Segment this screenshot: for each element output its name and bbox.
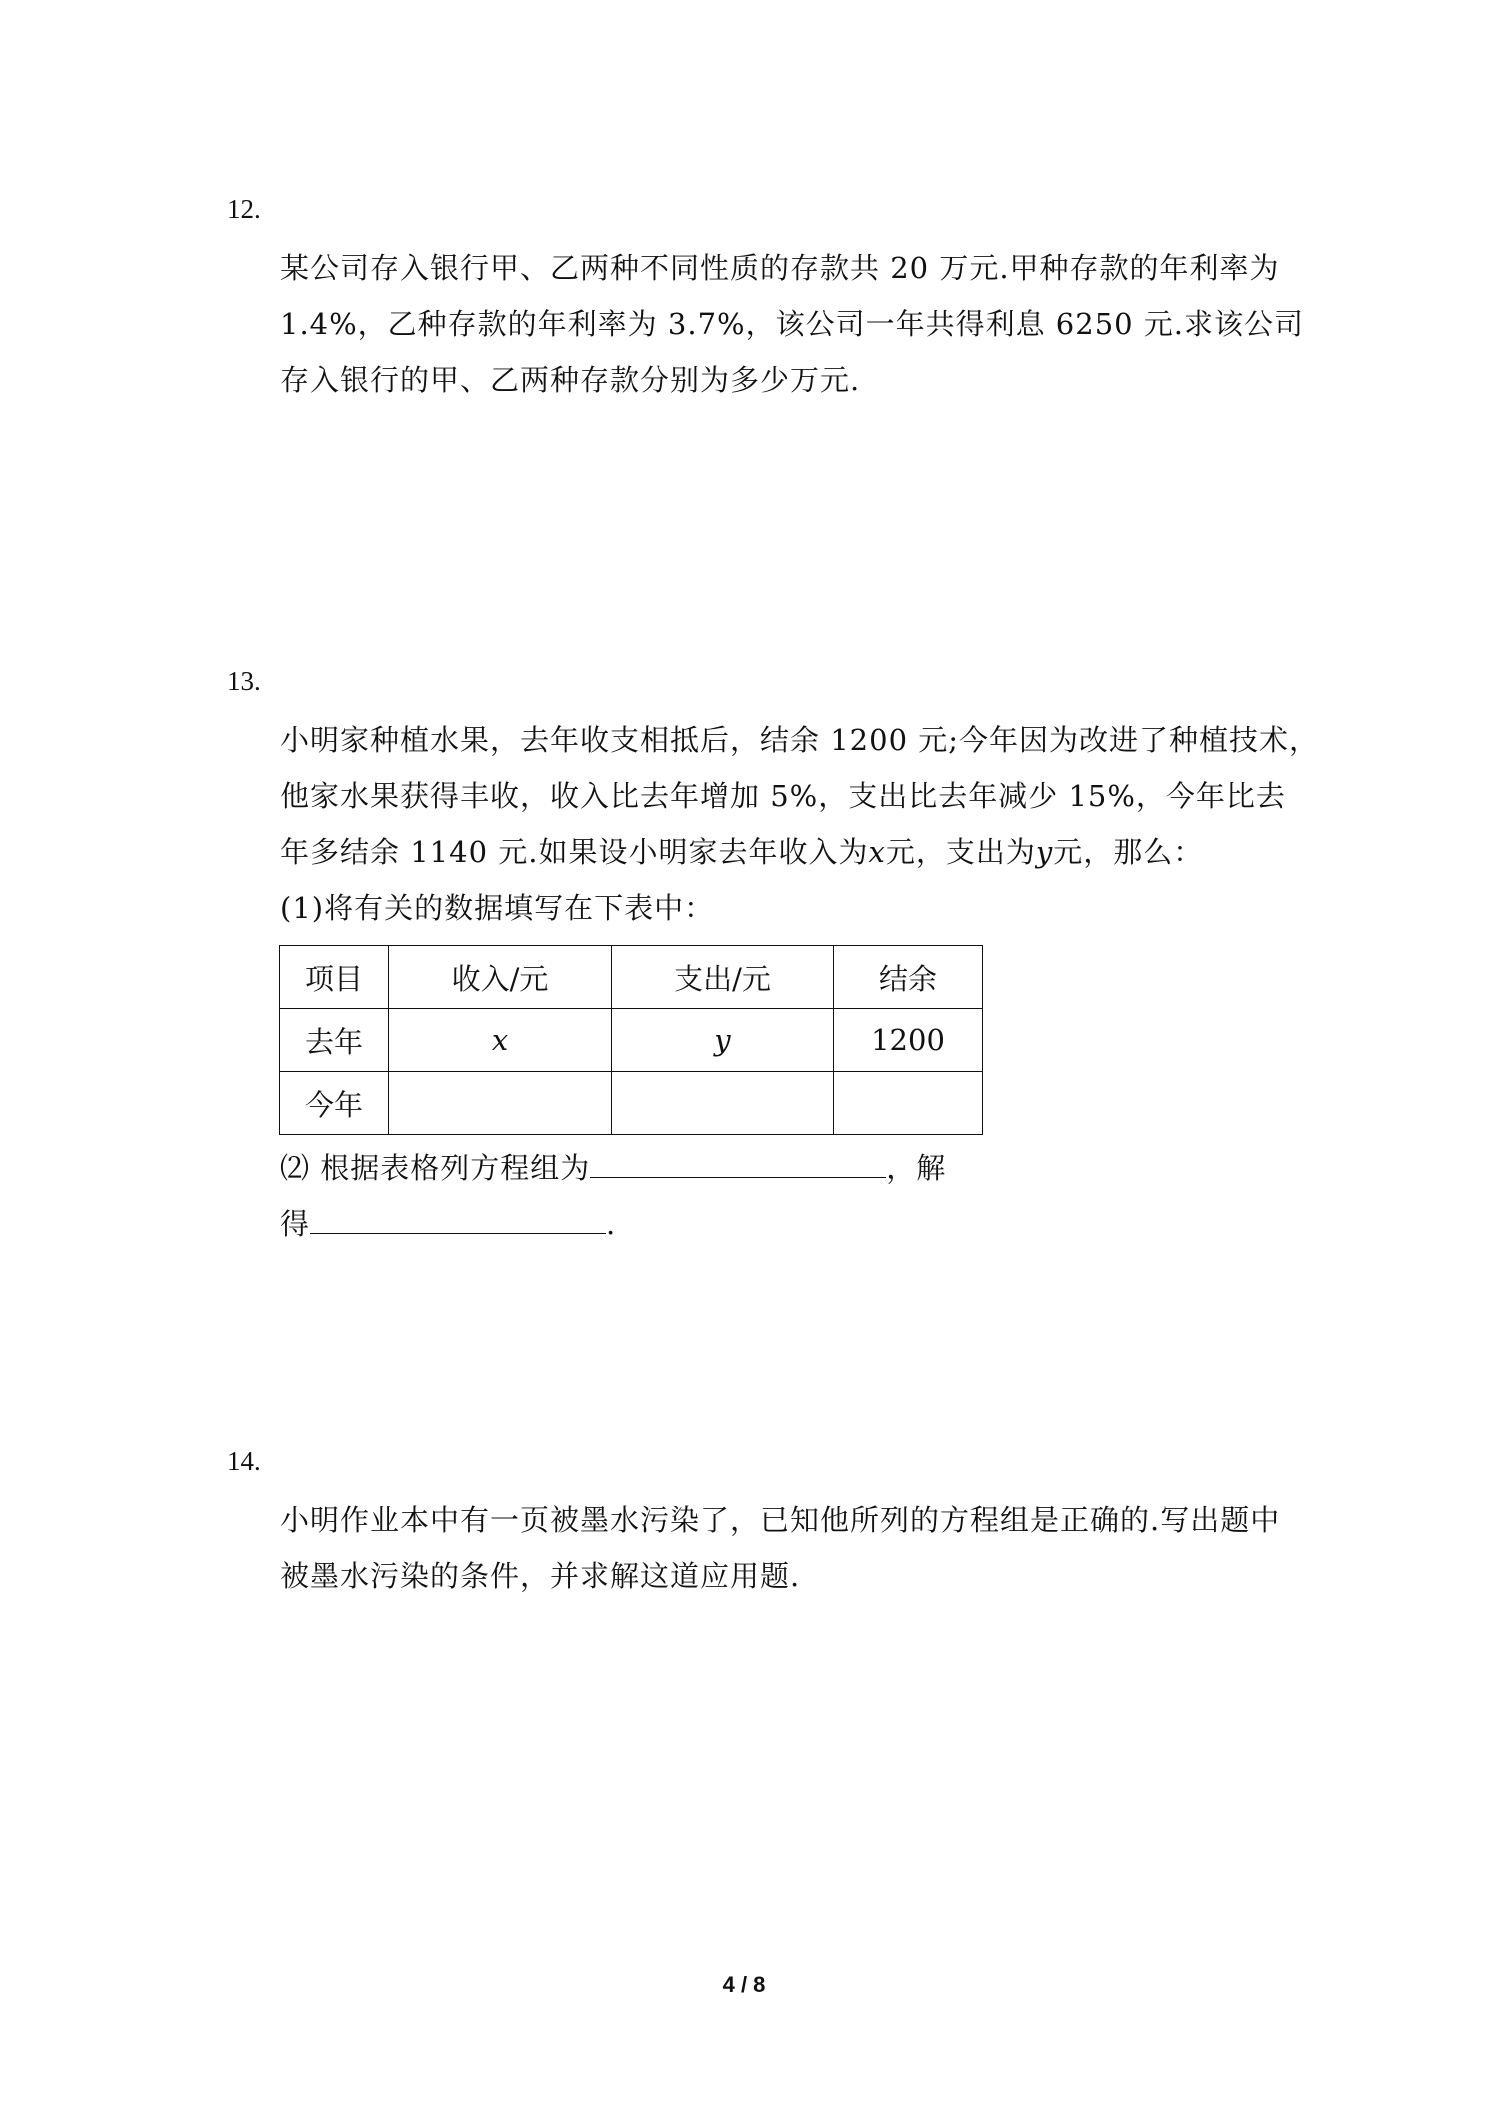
table-row [280, 1072, 983, 1135]
answer-blank-solution[interactable] [310, 1203, 606, 1234]
question-12-number: 12. [227, 194, 261, 224]
table-cell-blank[interactable] [612, 1072, 834, 1135]
variable-y: y [1035, 835, 1054, 869]
table-cell-blank[interactable] [834, 1072, 983, 1135]
question-14-number: 14. [227, 1446, 261, 1476]
table-cell: 今年 [280, 1072, 389, 1135]
table-header-cell: 支出/元 [612, 946, 834, 1009]
question-14-line-2: 被墨水污染的条件，并求解这道应用题. [280, 1559, 801, 1593]
question-13-number: 13. [227, 666, 261, 696]
subpart-2-line-2 [280, 1196, 1270, 1252]
question-13-text [280, 712, 1320, 880]
table-row [280, 1009, 983, 1072]
question-12-line-1: 某公司存入银行甲、乙两种不同性质的存款共 20 万元.甲种存款的年利率为 [280, 251, 1280, 285]
question-13-line-3-text-c: 元，那么： [1053, 835, 1204, 869]
question-13-line-3-text-a: 年多结余 1140 元.如果设小明家去年收入为 [280, 835, 869, 869]
variable-x: x [868, 835, 886, 869]
table-header-row [280, 946, 983, 1009]
question-12-line-3: 存入银行的甲、乙两种存款分别为多少万元. [280, 363, 861, 397]
question-13-subpart-2 [280, 1140, 1270, 1252]
table-cell-blank[interactable] [389, 1072, 612, 1135]
question-13-line-3 [280, 824, 1270, 880]
question-13-subpart-1: (1)将有关的数据填写在下表中： [280, 891, 715, 925]
question-14-line-1: 小明作业本中有一页被墨水污染了，已知他所列的方程组是正确的.写出题中 [280, 1503, 1281, 1537]
question-14-text [280, 1492, 1281, 1604]
page-number: 4 / 8 [722, 1972, 766, 1997]
data-table [279, 945, 983, 1135]
question-13-line-2: 他家水果获得丰收，收入比去年增加 5%，支出比去年减少 15%，今年比去 [280, 779, 1286, 813]
table-header-cell: 收入/元 [389, 946, 612, 1009]
question-13-line-3-text-b: 元，支出为 [885, 835, 1036, 869]
table-header-cell: 结余 [834, 946, 983, 1009]
question-12-line-2: 1.4%，乙种存款的年利率为 3.7%，该公司一年共得利息 6250 元.求该公司 [280, 307, 1305, 341]
subpart-2-text-d: . [606, 1207, 617, 1241]
subpart-2-text-a: ⑵ 根据表格列方程组为 [280, 1151, 591, 1185]
answer-blank-equations[interactable] [590, 1147, 886, 1178]
table-header-cell: 项目 [280, 946, 389, 1009]
table-cell: y [612, 1009, 834, 1072]
table-cell: 1200 [834, 1009, 983, 1072]
subpart-2-text-c: 得 [280, 1207, 311, 1241]
subpart-2-text-b: ，解 [886, 1151, 947, 1185]
subpart-2-line-1 [280, 1140, 1270, 1196]
question-13-line-1: 小明家种植水果，去年收支相抵后，结余 1200 元;今年因为改进了种植技术， [280, 723, 1320, 757]
table-cell: x [389, 1009, 612, 1072]
question-12-text [280, 240, 1305, 408]
table-cell: 去年 [280, 1009, 389, 1072]
